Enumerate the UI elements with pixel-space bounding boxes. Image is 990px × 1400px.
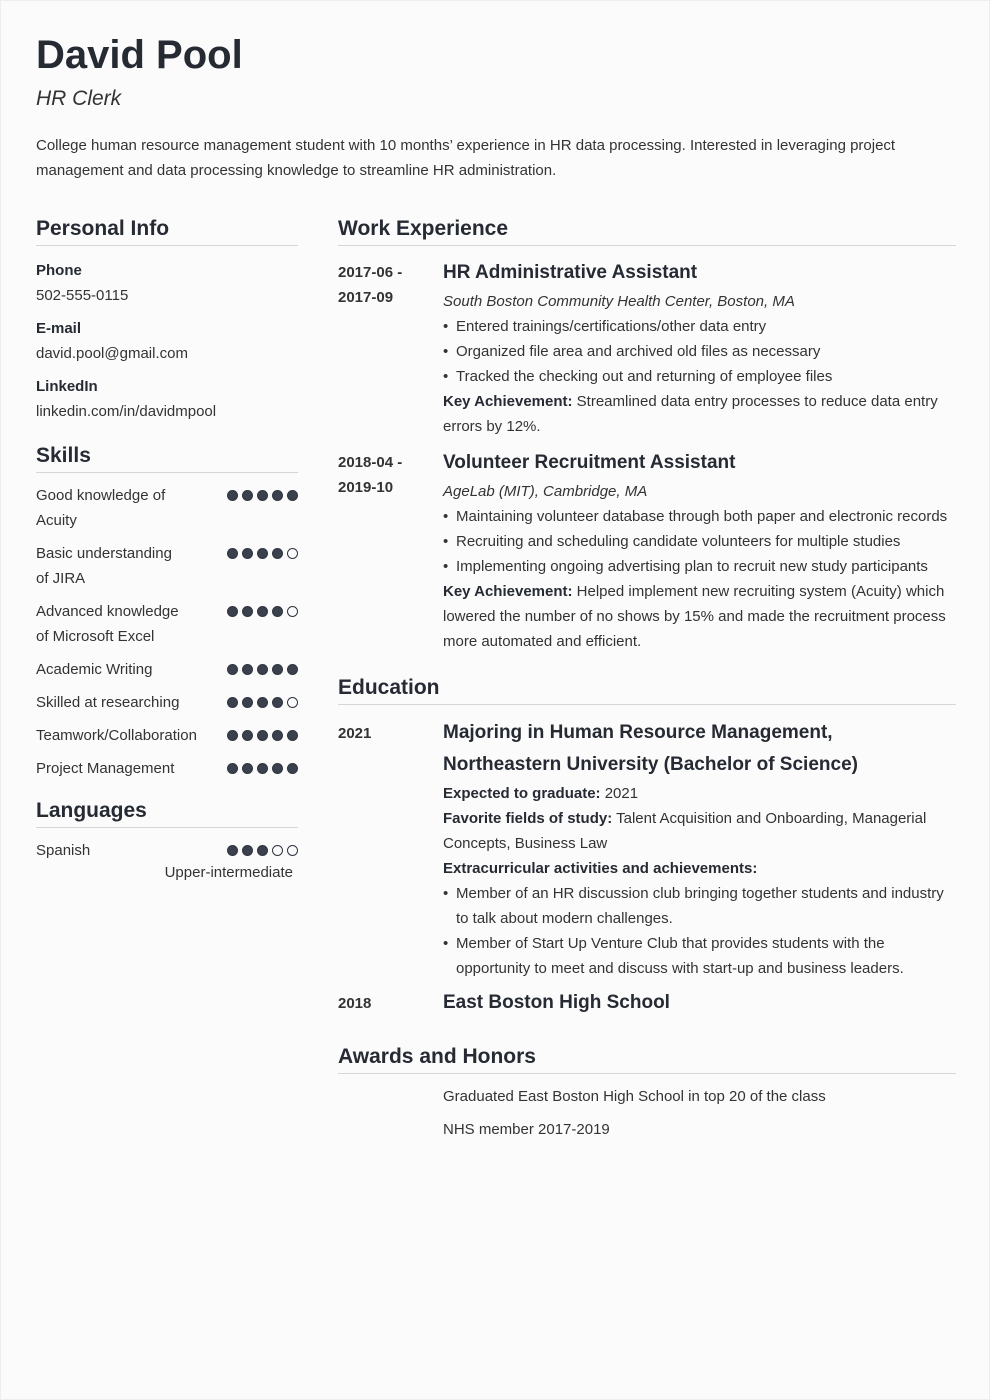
work-body [443, 260, 956, 439]
education-date: 2018 [338, 995, 372, 1012]
education-body [443, 721, 956, 981]
achievement-label: Key Achievement: [443, 583, 573, 600]
extracurricular-label [443, 856, 956, 881]
education-title: Majoring in Human Resource Management, Northeastern University (Bachelor of Science) [443, 722, 858, 775]
award-item: NHS member 2017-2019 [443, 1121, 610, 1138]
filled-dot-icon [287, 490, 298, 501]
achievement-label: Key Achievement: [443, 393, 573, 410]
education-heading: Education [338, 676, 956, 705]
filled-dot-icon [242, 548, 253, 559]
rating-dots [227, 845, 298, 856]
filled-dot-icon [272, 664, 283, 675]
work-date [338, 450, 443, 654]
language-row [36, 838, 298, 863]
duty-item: • Organized file area and archived old files as necessary [443, 339, 956, 364]
date-end: 2017-09 [338, 289, 394, 306]
skill-row [36, 756, 298, 781]
filled-dot-icon [227, 730, 238, 741]
filled-dot-icon [272, 763, 283, 774]
filled-dot-icon [242, 845, 253, 856]
date-start: 2018-04 - [338, 454, 403, 471]
candidate-title: HR Clerk [36, 87, 122, 110]
skill-row [36, 723, 298, 748]
education-entry [338, 991, 956, 1019]
empty-dot-icon [287, 548, 298, 559]
filled-dot-icon [257, 697, 268, 708]
skills-heading: Skills [36, 444, 298, 473]
award-item: Graduated East Boston High School in top 20 of the class [443, 1088, 826, 1105]
languages-list [36, 838, 298, 883]
filled-dot-icon [272, 606, 283, 617]
personal-info [36, 258, 298, 424]
work-entry [338, 260, 956, 439]
empty-dot-icon [272, 845, 283, 856]
achievement-text: Streamlined data entry processes to reduce data entry errors by 12%. [443, 393, 938, 435]
filled-dot-icon [257, 548, 268, 559]
filled-dot-icon [287, 664, 298, 675]
empty-dot-icon [287, 845, 298, 856]
left-column [36, 217, 298, 883]
key-achievement [443, 579, 956, 654]
extracurricular-heading: Extracurricular activities and achievements: [443, 860, 758, 877]
duties-list [443, 314, 956, 389]
graduation-label: Expected to graduate: [443, 785, 601, 802]
phone-label: Phone [36, 262, 82, 279]
email-value: david.pool@gmail.com [36, 345, 188, 362]
candidate-name: David Pool [36, 33, 243, 77]
skill-name: Advanced knowledge of Microsoft Excel [36, 603, 179, 645]
rating-dots [227, 763, 298, 774]
filled-dot-icon [272, 730, 283, 741]
skill-row [36, 690, 298, 715]
filled-dot-icon [242, 606, 253, 617]
awards-list [338, 1084, 956, 1142]
skill-row [36, 599, 298, 649]
work-list [338, 260, 956, 654]
filled-dot-icon [227, 845, 238, 856]
empty-dot-icon [287, 606, 298, 617]
duty-item: • Entered trainings/certifications/other data entry [443, 314, 956, 339]
fields-of-study [443, 806, 956, 856]
filled-dot-icon [257, 664, 268, 675]
duty-item: • Recruiting and scheduling candidate volunteers for multiple studies [443, 529, 956, 554]
fields-value: Talent Acquisition and Onboarding, Managerial Concepts, Business Law [443, 810, 927, 852]
rating-dots [227, 548, 298, 559]
extracurricular-item: • Member of an HR discussion club bringing together students and industry to talk about modern challenges. [443, 881, 956, 931]
filled-dot-icon [257, 730, 268, 741]
skill-row [36, 657, 298, 682]
extracurricular-item: • Member of Start Up Venture Club that provides students with the opportunity to meet and discuss with start-up and business leaders. [443, 931, 956, 981]
graduation [443, 781, 956, 806]
work-heading: Work Experience [338, 217, 956, 246]
work-body [443, 450, 956, 654]
filled-dot-icon [242, 697, 253, 708]
fields-label: Favorite fields of study: [443, 810, 613, 827]
filled-dot-icon [287, 763, 298, 774]
skills-list [36, 483, 298, 781]
skill-name: Teamwork/Collaboration [36, 727, 197, 744]
filled-dot-icon [257, 490, 268, 501]
key-achievement [443, 389, 956, 439]
company: AgeLab (MIT), Cambridge, MA [443, 483, 648, 500]
rating-dots [227, 664, 298, 675]
personal-info-heading: Personal Info [36, 217, 298, 246]
filled-dot-icon [242, 730, 253, 741]
summary: College human resource management student with 10 months’ experience in HR data processing. Interested in leveraging project management and data processing knowledge to streamline HR administration. [36, 137, 896, 179]
date-start: 2017-06 - [338, 264, 403, 281]
filled-dot-icon [257, 845, 268, 856]
filled-dot-icon [242, 490, 253, 501]
right-column [338, 217, 956, 1142]
language-name: Spanish [36, 842, 91, 859]
skill-row [36, 541, 298, 591]
date-end: 2019-10 [338, 479, 394, 496]
skill-name: Project Management [36, 760, 175, 777]
rating-dots [227, 490, 298, 501]
languages-heading: Languages [36, 799, 298, 828]
skill-name: Academic Writing [36, 661, 153, 678]
education-body [443, 991, 956, 1019]
graduation-value: 2021 [604, 785, 639, 802]
job-role: Volunteer Recruitment Assistant [443, 452, 736, 473]
education-date: 2021 [338, 725, 372, 742]
filled-dot-icon [227, 664, 238, 675]
filled-dot-icon [227, 548, 238, 559]
education-list [338, 721, 956, 1019]
education-title: East Boston High School [443, 992, 670, 1013]
filled-dot-icon [227, 763, 238, 774]
filled-dot-icon [242, 664, 253, 675]
skill-row [36, 483, 298, 533]
phone-value: 502-555-0115 [36, 287, 129, 304]
extracurricular-list [443, 881, 956, 981]
achievement-text: Helped implement new recruiting system (Acuity) which lowered the number of no shows by 15% and made the recruitment process more automated and efficient. [443, 583, 946, 650]
filled-dot-icon [257, 763, 268, 774]
email-label: E-mail [36, 320, 82, 337]
filled-dot-icon [272, 490, 283, 501]
skill-name: Basic understanding of JIRA [36, 545, 172, 587]
filled-dot-icon [242, 763, 253, 774]
company: South Boston Community Health Center, Boston, MA [443, 293, 795, 310]
skill-name: Skilled at researching [36, 694, 180, 711]
filled-dot-icon [272, 697, 283, 708]
language-level: Upper-intermediate [164, 864, 293, 881]
filled-dot-icon [272, 548, 283, 559]
awards-heading: Awards and Honors [338, 1045, 956, 1074]
duty-item: • Tracked the checking out and returning of employee files [443, 364, 956, 389]
duties-list [443, 504, 956, 579]
linkedin-label: LinkedIn [36, 378, 98, 395]
skill-name: Good knowledge of Acuity [36, 487, 166, 529]
empty-dot-icon [287, 697, 298, 708]
linkedin-value: linkedin.com/in/davidmpool [36, 403, 217, 420]
work-date [338, 260, 443, 439]
education-entry [338, 721, 956, 981]
filled-dot-icon [227, 606, 238, 617]
work-entry [338, 450, 956, 654]
rating-dots [227, 606, 298, 617]
rating-dots [227, 730, 298, 741]
filled-dot-icon [227, 490, 238, 501]
filled-dot-icon [227, 697, 238, 708]
filled-dot-icon [257, 606, 268, 617]
duty-item: • Implementing ongoing advertising plan to recruit new study participants [443, 554, 956, 579]
duty-item: • Maintaining volunteer database through both paper and electronic records [443, 504, 956, 529]
job-role: HR Administrative Assistant [443, 262, 698, 283]
filled-dot-icon [287, 730, 298, 741]
rating-dots [227, 697, 298, 708]
